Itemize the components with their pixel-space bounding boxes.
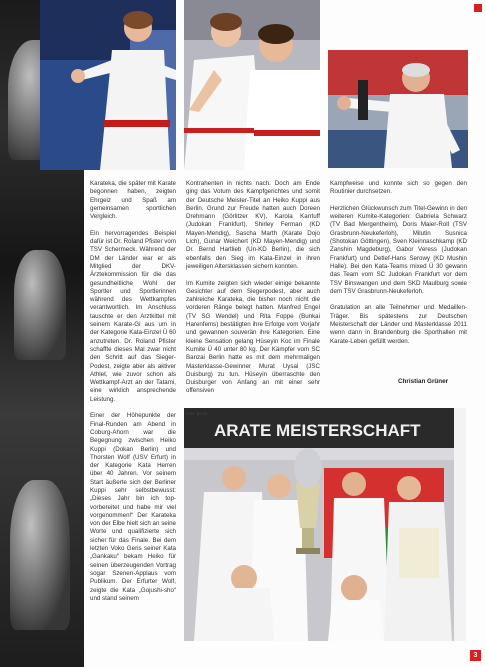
photo-team-trophy (184, 408, 466, 641)
paragraph: Karateka, die später mit Karate begonnen haben, zeigten Ehrgeiz und Spaß am gemeinsamen sportlichen Vergleich. (90, 180, 176, 221)
photo-credit: Foto: privat (186, 411, 207, 416)
trophy-image (14, 250, 66, 360)
paragraph: Kampfweise und konnte sich so gegen den Routinier durchsetzen. (330, 180, 467, 196)
banner-text: ARATE MEISTERSCHAFT (214, 421, 421, 440)
photo-kata-team (184, 0, 320, 170)
article-author: Christian Grüner (398, 378, 449, 385)
page-number: 3 (470, 650, 481, 661)
paragraph: Kontrahenten in nichts nach. Doch am Ende ging das Votum des Kampfgerichtes und somit der Deutsche Meister-Titel an Heiko Kuppi aus Berlin. Grund zur Freude hatten auch Doreen Drehmann (Görlitzer KV), Karola Karrluff (Judokan Frankfurt), Shirley Ferman (KD Mayen-Mendig), Sascha Marth (Karate Dojo Lich), Gunar Weichert (KD Mayen-Mendig) und Dr. Bernd Hartlieb (Un-KD Berlin), die sich ebenfalls den Sieg im Kata-Einzel in ihren jeweiligen Altersklassen sichern konnten. (186, 180, 320, 270)
trophy-image (10, 480, 70, 630)
text-column-left (90, 180, 176, 611)
photo-karateka-kata (40, 0, 176, 170)
photo-senior-karateka (328, 50, 468, 168)
paragraph: Gratulation an alle Teilnehmer und Medaillen-Träger. Bis spätestens zur Deutschen Meisterschaft der Länder und Masterklasse 2011 wenn dann in Brandenburg die Sporthallen mit Karate-Leben gefüllt werden. (330, 304, 467, 345)
text-column-right (330, 180, 467, 354)
paragraph: Im Kumite zeigten sich wieder einige bekannte Gesichter auf dem Siegerpodest, aber auch zahlreiche Karateka, die bisher noch nicht die vorderen Ränge belegt hatten. Manfred Engel (TV SG Wendel) und Rita Foppe (Bunkai Harenfems) bestätigten ihre Erfolge vom Vorjahr und gewannen souverän ihre Kategorien. Eine kleine Sensation gelang Hüseyin Koc im Finale Kumite Ü 40 unter 80 kg. Der Kämpfer vom SC Banzai Berlin hatte es mit dem mehrmaligen Masterklasse-Gewinner Murat Uysal (JSC Duisburg) zu tun. Hüseyin überraschte den Duisburger von Anfang an mit einer sehr offensiven (186, 279, 320, 395)
text-column-middle (186, 180, 320, 404)
section-marker (474, 4, 482, 12)
paragraph: Herzlichen Glückwunsch zum Titel-Gewinn in den weiteren Kumite-Kategorien: Gabriela Schwarz (TV Bad Mergentheim), Doris Maier-Roll (TSV Grasbrunn-Neukeferloh), Milutin Susnica (Shotokan Göttingen), Sven Kleinnaschkamp (KD Zanshin Magdeburg), Gabor Veress (Judokan Frankfurt) und Detlef-Hans Serowy (KD Mushin Halle). Bei den Kata-Teams mixed Ü 30 gewann das Team vom SC Judokan Frankfurt vor dem TSV Binswangen und dem SKD Maulburg sowie dem TSV Grasbrunn-Neukeferloh. (330, 204, 467, 295)
paragraph: Einer der Höhepunkte der Final-Runden am Abend in Coburg-Ahorn war die Begegnung zwischen Heiko Kuppi (Dokan Berlin) und Thorsten Wolf (USV Erfurt) in der Kategorie Kata Herren über 40 Jahren. Vor seinem Start äußerte sich der Berliner Kuppi sehr selbstbewusst: „Dieses Jahr bin ich top- vorbereitet und habe mir viel vorgenommen!“ Der Karateka von der Elbe hielt sich an seine Worte und qualifizierte sich sicher für das Finale. Bei dem letzten Voko Geris seiner Kata „Gankaku“ bekam Heiko für seinen überzeugenden Vortrag sogar Szenen-Applaus vom Publikum. Der Erfurter Wolf, zeigte die Kata „Gojushi-sho“ und stand seinem (90, 412, 176, 602)
paragraph: Ein hervorragendes Beispiel dafür ist Dr. Roland Pfister vom TSV Schermeck. Während der DM der Länder war er als Mitglied der DKV-Ärztekommission für die das gesundheitliche Wohl der Sportler und Sportlerinnen während des Wettkampfes verantwortlich. Im Anschluss tauschte er den Arztkittel mit seinem Karate-Gi aus um in der Kategorie Kata-Einzel Ü 60 anzutreten. Dr. Roland Pfister schaffte dieses Mal zwar nicht den Schritt auf das Sieger-Podest, zeigte aber als aktiver Athlet, wie zuvor schon als Wettkampf-Arzt an der Tatami, eine wirklich ansprechende Leistung. (90, 229, 176, 403)
